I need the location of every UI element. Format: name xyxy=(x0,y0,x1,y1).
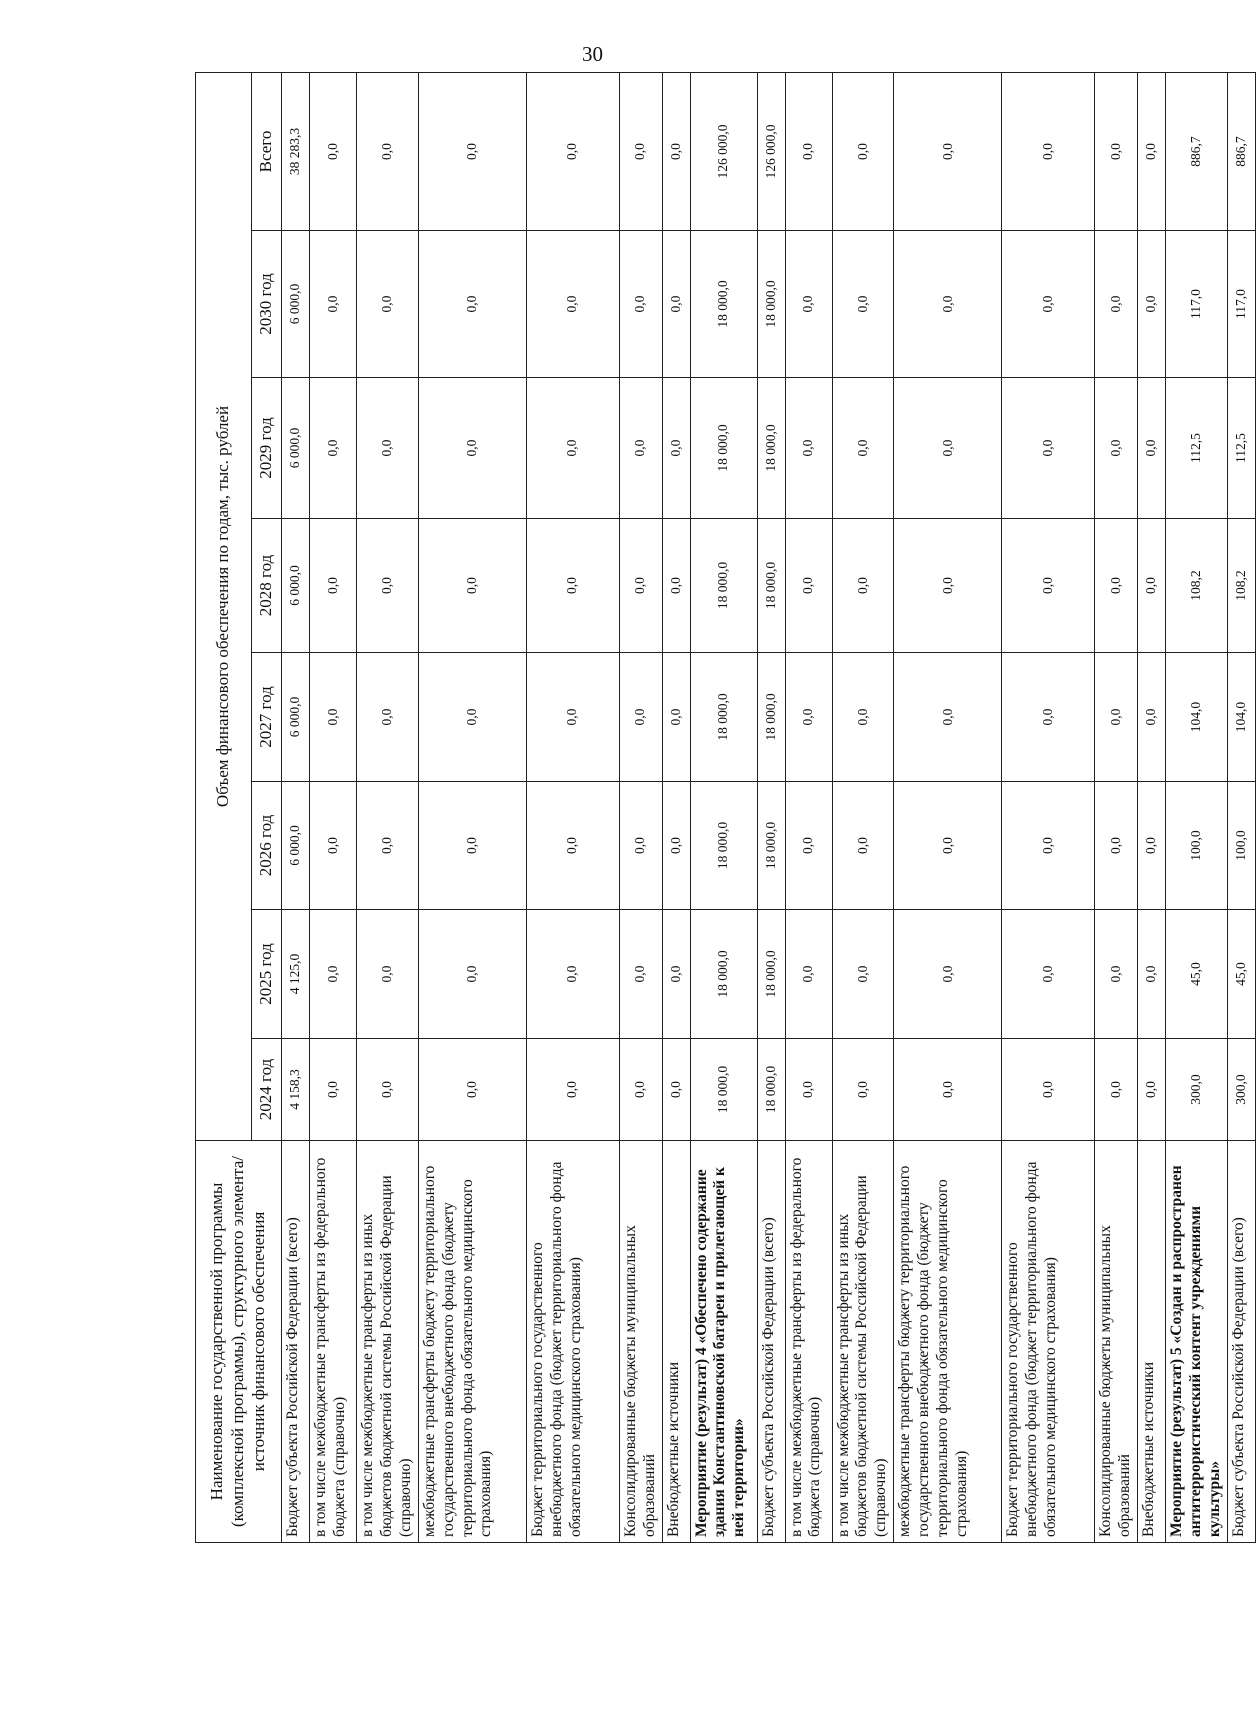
total-value-cell: 886,7 xyxy=(1166,72,1228,230)
year-value-cell: 0,0 xyxy=(662,231,690,378)
year-value-cell: 117,0 xyxy=(1166,231,1228,378)
year-value-cell: 0,0 xyxy=(357,231,419,378)
year-value-cell: 0,0 xyxy=(832,782,894,910)
year-value-cell: 0,0 xyxy=(357,653,419,782)
year-value-cell: 0,0 xyxy=(1138,653,1166,782)
year-value-cell: 0,0 xyxy=(418,231,526,378)
year-value-cell: 0,0 xyxy=(894,910,1002,1039)
year-value-cell: 0,0 xyxy=(1002,378,1095,519)
year-value-cell: 18 000,0 xyxy=(757,782,785,910)
year-value-cell: 18 000,0 xyxy=(690,1039,757,1141)
year-header: 2030 год xyxy=(252,231,282,378)
year-value-cell: 0,0 xyxy=(1095,231,1138,378)
year-value-cell: 0,0 xyxy=(526,782,619,910)
year-value-cell: 0,0 xyxy=(1095,378,1138,519)
year-value-cell: 18 000,0 xyxy=(690,910,757,1039)
table-row xyxy=(894,72,1002,1542)
total-value-cell: 126 000,0 xyxy=(757,72,785,230)
page-number: 30 xyxy=(582,42,603,66)
year-value-cell: 18 000,0 xyxy=(757,910,785,1039)
year-value-cell: 0,0 xyxy=(832,231,894,378)
event-name-cell: Мероприятие (результат) 4 «Обеспечено содержание здания Константиновской батареи и прилегающей к ней территории» xyxy=(690,1141,757,1543)
year-value-cell: 45,0 xyxy=(1227,910,1255,1039)
year-value-cell: 0,0 xyxy=(418,782,526,910)
year-value-cell: 45,0 xyxy=(1166,910,1228,1039)
year-value-cell: 0,0 xyxy=(785,378,832,519)
year-value-cell: 18 000,0 xyxy=(690,231,757,378)
year-value-cell: 112,5 xyxy=(1227,378,1255,519)
year-value-cell: 0,0 xyxy=(894,231,1002,378)
year-value-cell: 0,0 xyxy=(785,1039,832,1141)
source-name-cell: межбюджетные трансферты бюджету территориального государственного внебюджетного фонда (бюджету территориального фонда обязательного медицинского страхования) xyxy=(894,1141,1002,1543)
year-value-cell: 0,0 xyxy=(662,782,690,910)
year-value-cell: 0,0 xyxy=(832,910,894,1039)
amount-header: Объем финансового обеспечения по годам, тыс. рублей xyxy=(196,72,252,1140)
source-name-cell: Консолидированные бюджеты муниципальных образований xyxy=(619,1141,662,1543)
table-row xyxy=(832,72,894,1542)
source-name-cell: Бюджет территориального государственного внебюджетного фонда (бюджет территориального фонда обязательного медицинского страхования) xyxy=(526,1141,619,1543)
year-value-cell: 6 000,0 xyxy=(282,519,310,653)
year-value-cell: 0,0 xyxy=(1002,910,1095,1039)
year-value-cell: 108,2 xyxy=(1227,519,1255,653)
table-body xyxy=(282,72,1256,1542)
year-value-cell: 0,0 xyxy=(418,653,526,782)
year-value-cell: 0,0 xyxy=(1095,782,1138,910)
source-name-cell: Бюджет субъекта Российской Федерации (всего) xyxy=(282,1141,310,1543)
source-name-cell: Внебюджетные источники xyxy=(1138,1141,1166,1543)
year-value-cell: 18 000,0 xyxy=(690,519,757,653)
year-value-cell: 0,0 xyxy=(357,378,419,519)
year-value-cell: 108,2 xyxy=(1166,519,1228,653)
year-value-cell: 104,0 xyxy=(1166,653,1228,782)
source-name-cell: Консолидированные бюджеты муниципальных образований xyxy=(1095,1141,1138,1543)
year-value-cell: 0,0 xyxy=(894,378,1002,519)
year-value-cell: 0,0 xyxy=(1138,782,1166,910)
total-value-cell: 0,0 xyxy=(832,72,894,230)
year-header: 2027 год xyxy=(252,653,282,782)
year-value-cell: 0,0 xyxy=(619,782,662,910)
year-value-cell: 0,0 xyxy=(1095,1039,1138,1141)
year-value-cell: 0,0 xyxy=(357,910,419,1039)
source-name-cell: Бюджет субъекта Российской Федерации (всего) xyxy=(757,1141,785,1543)
table-row xyxy=(526,72,619,1542)
year-value-cell: 0,0 xyxy=(418,910,526,1039)
year-value-cell: 100,0 xyxy=(1227,782,1255,910)
source-name-cell: в том числе межбюджетные трансферты из иных бюджетов бюджетной системы Российской Федерации (справочно) xyxy=(357,1141,419,1543)
total-value-cell: 0,0 xyxy=(1002,72,1095,230)
year-value-cell: 0,0 xyxy=(662,519,690,653)
source-name-cell: межбюджетные трансферты бюджету территориального государственного внебюджетного фонда (бюджету территориального фонда обязательного медицинского страхования) xyxy=(418,1141,526,1543)
total-value-cell: 38 283,3 xyxy=(282,72,310,230)
year-value-cell: 0,0 xyxy=(662,910,690,1039)
year-value-cell: 0,0 xyxy=(526,378,619,519)
year-value-cell: 0,0 xyxy=(619,653,662,782)
year-value-cell: 18 000,0 xyxy=(690,653,757,782)
year-value-cell: 6 000,0 xyxy=(282,231,310,378)
year-value-cell: 0,0 xyxy=(785,910,832,1039)
year-value-cell: 0,0 xyxy=(832,1039,894,1141)
table-row xyxy=(662,72,690,1542)
year-value-cell: 112,5 xyxy=(1166,378,1228,519)
year-value-cell: 4 158,3 xyxy=(282,1039,310,1141)
year-value-cell: 0,0 xyxy=(526,910,619,1039)
table-row xyxy=(785,72,832,1542)
year-value-cell: 0,0 xyxy=(832,378,894,519)
year-value-cell: 0,0 xyxy=(418,378,526,519)
year-value-cell: 0,0 xyxy=(619,231,662,378)
year-value-cell: 0,0 xyxy=(619,910,662,1039)
year-value-cell: 0,0 xyxy=(310,910,357,1039)
year-value-cell: 6 000,0 xyxy=(282,653,310,782)
total-value-cell: 0,0 xyxy=(1138,72,1166,230)
source-name-cell: Внебюджетные источники xyxy=(662,1141,690,1543)
year-value-cell: 18 000,0 xyxy=(757,231,785,378)
year-value-cell: 0,0 xyxy=(1002,653,1095,782)
year-value-cell: 0,0 xyxy=(832,653,894,782)
year-value-cell: 18 000,0 xyxy=(757,519,785,653)
year-value-cell: 0,0 xyxy=(1002,519,1095,653)
table-row xyxy=(310,72,357,1542)
table-row xyxy=(757,72,785,1542)
year-value-cell: 117,0 xyxy=(1227,231,1255,378)
table-row xyxy=(357,72,419,1542)
year-value-cell: 0,0 xyxy=(526,653,619,782)
total-value-cell: 0,0 xyxy=(1095,72,1138,230)
year-value-cell: 6 000,0 xyxy=(282,378,310,519)
year-value-cell: 0,0 xyxy=(619,378,662,519)
year-value-cell: 0,0 xyxy=(662,1039,690,1141)
year-value-cell: 0,0 xyxy=(785,231,832,378)
total-value-cell: 0,0 xyxy=(662,72,690,230)
total-value-cell: 0,0 xyxy=(310,72,357,230)
year-value-cell: 0,0 xyxy=(894,519,1002,653)
total-value-cell: 0,0 xyxy=(619,72,662,230)
year-value-cell: 0,0 xyxy=(357,782,419,910)
table-row xyxy=(619,72,662,1542)
year-value-cell: 18 000,0 xyxy=(757,653,785,782)
finance-table xyxy=(195,72,1256,1543)
year-header: 2029 год xyxy=(252,378,282,519)
source-name-cell: в том числе межбюджетные трансферты из федерального бюджета (справочно) xyxy=(310,1141,357,1543)
table-row xyxy=(1227,72,1255,1542)
year-value-cell: 0,0 xyxy=(785,782,832,910)
total-value-cell: 0,0 xyxy=(526,72,619,230)
year-value-cell: 104,0 xyxy=(1227,653,1255,782)
year-value-cell: 0,0 xyxy=(662,378,690,519)
total-value-cell: 0,0 xyxy=(357,72,419,230)
table-row xyxy=(282,72,310,1542)
year-value-cell: 18 000,0 xyxy=(757,378,785,519)
year-value-cell: 0,0 xyxy=(894,653,1002,782)
year-value-cell: 0,0 xyxy=(1138,1039,1166,1141)
source-name-cell: Бюджет территориального государственного внебюджетного фонда (бюджет территориального фонда обязательного медицинского страхования) xyxy=(1002,1141,1095,1543)
total-value-cell: 0,0 xyxy=(894,72,1002,230)
total-value-cell: 886,7 xyxy=(1227,72,1255,230)
year-value-cell: 0,0 xyxy=(785,519,832,653)
year-value-cell: 18 000,0 xyxy=(690,378,757,519)
table-row xyxy=(1002,72,1095,1542)
year-value-cell: 0,0 xyxy=(619,519,662,653)
total-header: Всего xyxy=(252,72,282,230)
table-row xyxy=(690,72,757,1542)
year-value-cell: 0,0 xyxy=(1095,653,1138,782)
name-column-header: Наименование государственной программы (комплексной программы), структурного элемента/источник финансового обеспечения xyxy=(196,1141,282,1543)
year-value-cell: 18 000,0 xyxy=(690,782,757,910)
year-value-cell: 0,0 xyxy=(310,519,357,653)
year-value-cell: 0,0 xyxy=(1138,519,1166,653)
year-header: 2024 год xyxy=(252,1039,282,1141)
year-value-cell: 300,0 xyxy=(1227,1039,1255,1141)
year-value-cell: 0,0 xyxy=(1002,782,1095,910)
year-value-cell: 6 000,0 xyxy=(282,782,310,910)
year-value-cell: 18 000,0 xyxy=(757,1039,785,1141)
year-value-cell: 0,0 xyxy=(619,1039,662,1141)
year-value-cell: 4 125,0 xyxy=(282,910,310,1039)
year-value-cell: 0,0 xyxy=(357,519,419,653)
table-row xyxy=(1138,72,1166,1542)
source-name-cell: в том числе межбюджетные трансферты из федерального бюджета (справочно) xyxy=(785,1141,832,1543)
source-name-cell: Бюджет субъекта Российской Федерации (всего) xyxy=(1227,1141,1255,1543)
year-value-cell: 0,0 xyxy=(418,1039,526,1141)
event-name-cell: Мероприятие (результат) 5 «Создан и распространен антитеррористический контент учреждениями культуры» xyxy=(1166,1141,1228,1543)
year-value-cell: 0,0 xyxy=(662,653,690,782)
year-value-cell: 0,0 xyxy=(1095,519,1138,653)
table-row xyxy=(1166,72,1228,1542)
year-header: 2025 год xyxy=(252,910,282,1039)
year-value-cell: 0,0 xyxy=(526,231,619,378)
year-value-cell: 0,0 xyxy=(526,519,619,653)
total-value-cell: 126 000,0 xyxy=(690,72,757,230)
table-row xyxy=(418,72,526,1542)
year-value-cell: 0,0 xyxy=(310,231,357,378)
table-row xyxy=(1095,72,1138,1542)
year-value-cell: 0,0 xyxy=(1138,378,1166,519)
year-value-cell: 0,0 xyxy=(785,653,832,782)
header-row-main xyxy=(196,72,252,1542)
year-value-cell: 0,0 xyxy=(310,782,357,910)
total-value-cell: 0,0 xyxy=(418,72,526,230)
year-value-cell: 0,0 xyxy=(310,653,357,782)
year-header: 2026 год xyxy=(252,782,282,910)
year-value-cell: 0,0 xyxy=(894,1039,1002,1141)
year-header: 2028 год xyxy=(252,519,282,653)
year-value-cell: 0,0 xyxy=(1138,910,1166,1039)
year-value-cell: 0,0 xyxy=(357,1039,419,1141)
year-value-cell: 0,0 xyxy=(310,378,357,519)
year-value-cell: 0,0 xyxy=(1002,231,1095,378)
year-value-cell: 0,0 xyxy=(1095,910,1138,1039)
year-value-cell: 0,0 xyxy=(1002,1039,1095,1141)
year-value-cell: 100,0 xyxy=(1166,782,1228,910)
year-value-cell: 0,0 xyxy=(1138,231,1166,378)
year-value-cell: 300,0 xyxy=(1166,1039,1228,1141)
year-value-cell: 0,0 xyxy=(832,519,894,653)
source-name-cell: в том числе межбюджетные трансферты из иных бюджетов бюджетной системы Российской Федерации (справочно) xyxy=(832,1141,894,1543)
year-value-cell: 0,0 xyxy=(310,1039,357,1141)
year-value-cell: 0,0 xyxy=(418,519,526,653)
year-value-cell: 0,0 xyxy=(526,1039,619,1141)
year-value-cell: 0,0 xyxy=(894,782,1002,910)
table-container xyxy=(195,73,1249,1543)
total-value-cell: 0,0 xyxy=(785,72,832,230)
